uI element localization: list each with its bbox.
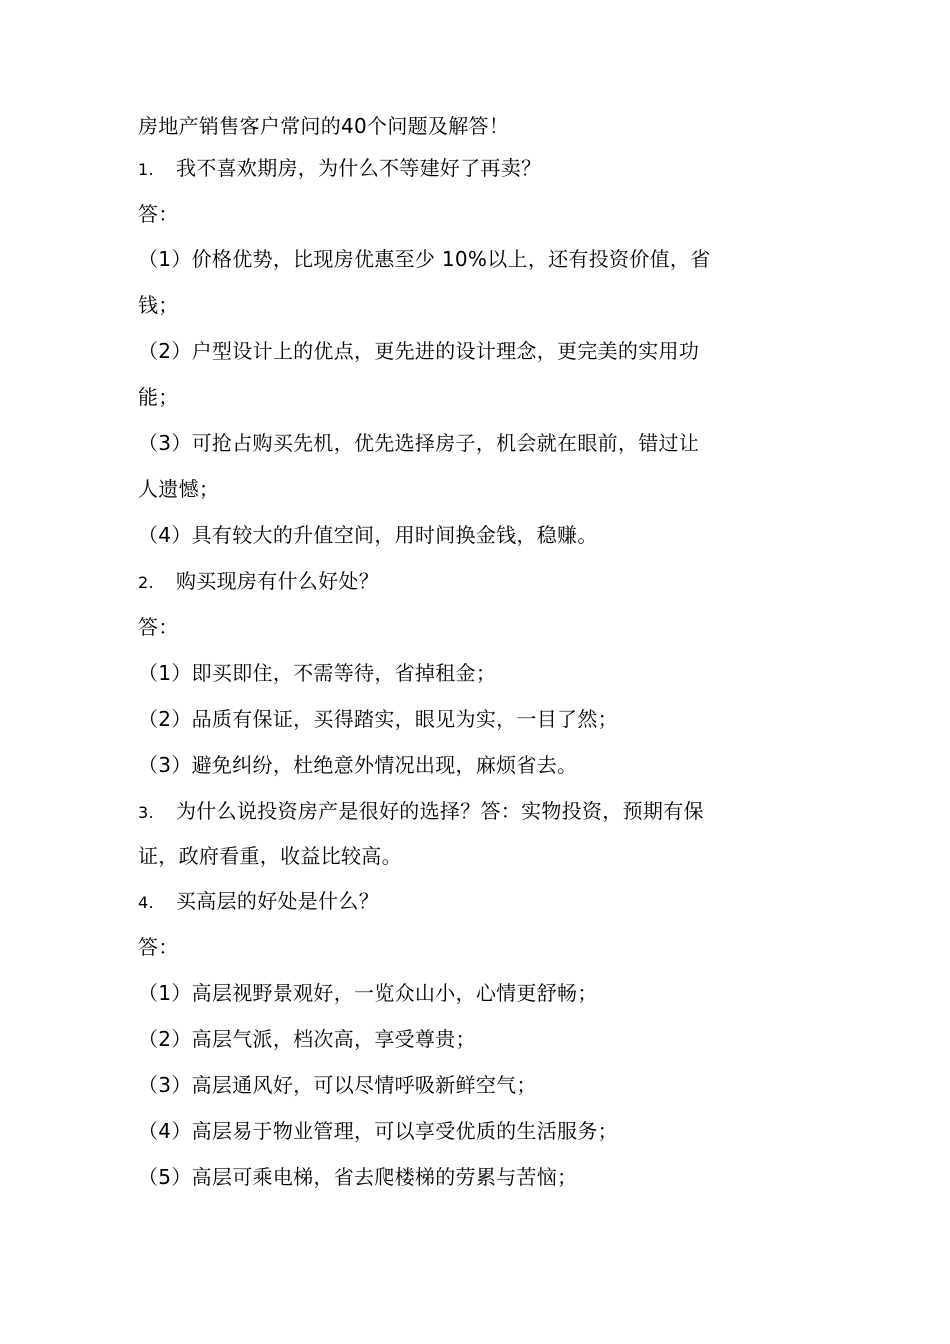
document-title: 房地产销售客户常问的40个问题及解答！ xyxy=(138,114,510,138)
question-2-text: 购买现房有什么好处？ xyxy=(176,569,379,593)
question-1-number: 1. xyxy=(138,160,154,179)
question-3-text-line-2: 证，政府看重，收益比较高。 xyxy=(138,844,402,868)
question-1-answer-label: 答： xyxy=(138,202,179,226)
question-4-answer-3: （3）高层通风好，可以尽情呼吸新鲜空气； xyxy=(138,1073,537,1097)
question-1-text: 我不喜欢期房，为什么不等建好了再卖？ xyxy=(176,156,542,180)
question-4-answer-1: （1）高层视野景观好，一览众山小，心情更舒畅； xyxy=(138,981,598,1005)
question-1-answer-2-line-2: 能； xyxy=(138,385,179,409)
question-3 xyxy=(138,797,704,827)
question-2-answer-1: （1）即买即住，不需等待，省掉租金； xyxy=(138,661,497,685)
question-2-number: 2. xyxy=(138,573,154,592)
question-4-answer-2: （2）高层气派，档次高，享受尊贵； xyxy=(138,1027,476,1051)
question-4-answer-4: （4）高层易于物业管理，可以享受优质的生活服务； xyxy=(138,1119,618,1143)
question-4-answer-5: （5）高层可乘电梯，省去爬楼梯的劳累与苦恼； xyxy=(138,1165,578,1189)
question-3-number: 3. xyxy=(138,803,154,822)
question-4-answer-label: 答： xyxy=(138,935,179,959)
question-1 xyxy=(138,154,541,184)
question-2-answer-2: （2）品质有保证，买得踏实，眼见为实，一目了然； xyxy=(138,707,618,731)
question-1-answer-1-line-1: （1）价格优势，比现房优惠至少 10%以上，还有投资价值，省 xyxy=(138,247,711,271)
question-1-answer-3-line-1: （3）可抢占购买先机，优先选择房子，机会就在眼前，错过让 xyxy=(138,431,700,455)
question-2 xyxy=(138,567,379,597)
question-1-answer-3-line-2: 人遗憾； xyxy=(138,477,220,501)
question-1-answer-4: （4）具有较大的升值空间，用时间换金钱，稳赚。 xyxy=(138,523,598,547)
question-4 xyxy=(138,887,379,917)
question-4-number: 4. xyxy=(138,893,154,912)
question-1-answer-2-line-1: （2）户型设计上的优点，更先进的设计理念，更完美的实用功 xyxy=(138,339,700,363)
question-4-text: 买高层的好处是什么？ xyxy=(176,889,379,913)
question-2-answer-label: 答： xyxy=(138,615,179,639)
question-3-text-line-1: 为什么说投资房产是很好的选择？答：实物投资，预期有保 xyxy=(176,799,704,823)
question-2-answer-3: （3）避免纠纷，杜绝意外情况出现，麻烦省去。 xyxy=(138,753,578,777)
question-1-answer-1-line-2: 钱； xyxy=(138,293,179,317)
